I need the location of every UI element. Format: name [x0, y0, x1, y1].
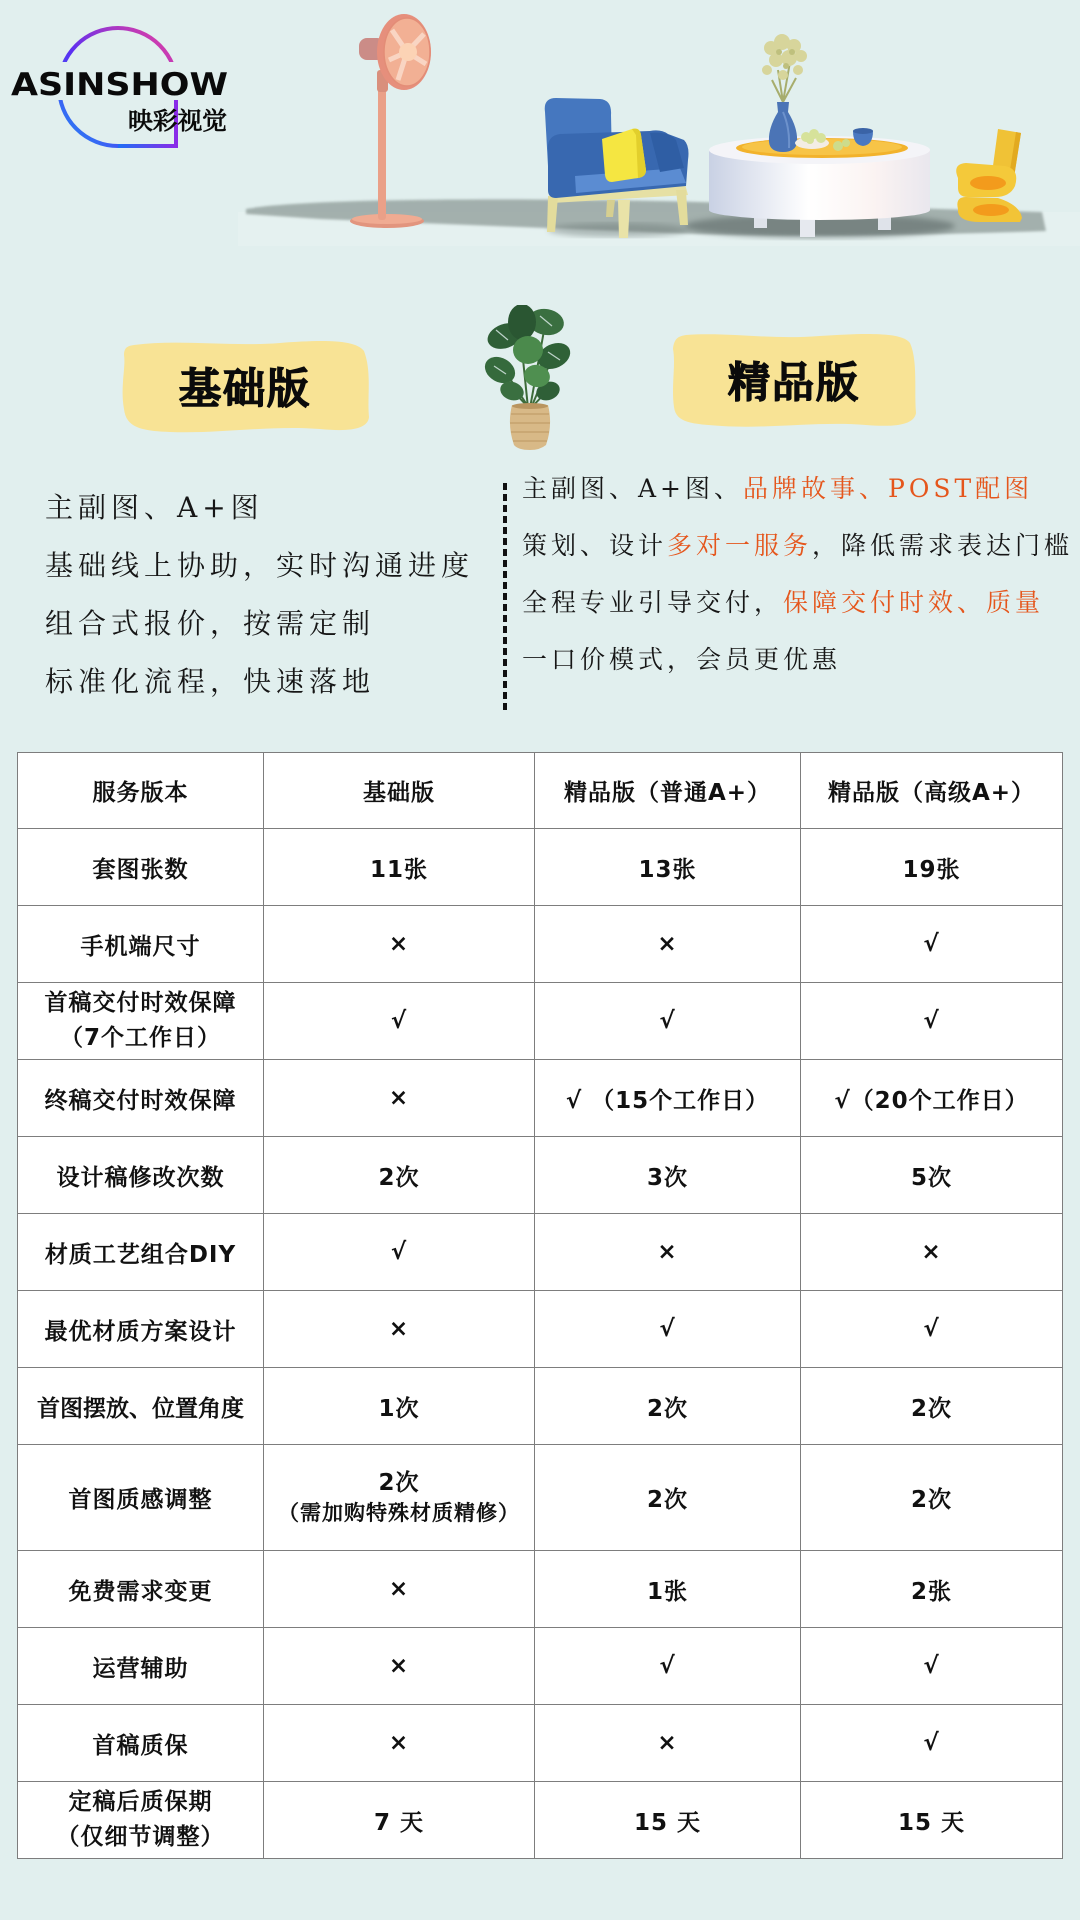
table-row: [18, 1060, 1063, 1137]
standard-cell: √: [535, 983, 801, 1060]
premium-feature-item: [522, 460, 1073, 517]
basic-feature-list: [45, 479, 474, 711]
feature-cell: 首稿质保: [18, 1705, 264, 1782]
feature-highlight-text: 品牌故事、POST配图: [743, 474, 1034, 503]
standard-cell: ×: [535, 1705, 801, 1782]
vase-flowers: [762, 34, 873, 152]
basic-cell: ×: [264, 1705, 535, 1782]
basic-feature-item: 主副图、A+图: [45, 491, 264, 524]
badge-premium-label: 精品版: [727, 358, 860, 407]
standard-cell: 15 天: [535, 1782, 801, 1859]
header-cell-premium-standard: 精品版（普通A+）: [535, 753, 801, 829]
advanced-cell: √: [801, 1705, 1063, 1782]
advanced-cell: √: [801, 906, 1063, 983]
feature-cell: 免费需求变更: [18, 1551, 264, 1628]
basic-cell: ×: [264, 1628, 535, 1705]
table-row: [18, 1782, 1063, 1859]
advanced-cell: 5次: [801, 1137, 1063, 1214]
advanced-cell: 15 天: [801, 1782, 1063, 1859]
standard-cell: √ （15个工作日）: [535, 1060, 801, 1137]
header-cell-premium-advanced: 精品版（高级A+）: [801, 753, 1063, 829]
table-row: [18, 1551, 1063, 1628]
table-row: [18, 829, 1063, 906]
basic-feature-item: 标准化流程，快速落地: [45, 665, 376, 698]
standard-cell: 2次: [535, 1445, 801, 1551]
table-row: [18, 1445, 1063, 1551]
plant-illustration: [470, 305, 585, 455]
comparison-table: [17, 752, 1063, 1859]
feature-highlight-text: 多对一服务: [667, 531, 813, 560]
table-row: [18, 1214, 1063, 1291]
premium-feature-item: [522, 631, 1073, 688]
header-cell-basic: 基础版: [264, 753, 535, 829]
premium-feature-list: [522, 460, 1073, 688]
standard-cell: √: [535, 1291, 801, 1368]
advanced-cell: ×: [801, 1214, 1063, 1291]
feature-text: 一口价模式，会员更优惠: [522, 645, 842, 674]
advanced-cell: 19张: [801, 829, 1063, 906]
logo-subtitle-text: 映彩视觉: [128, 107, 227, 135]
premium-feature-item: [522, 574, 1073, 631]
basic-cell: 11张: [264, 829, 535, 906]
basic-cell: [264, 1445, 535, 1551]
standard-cell: √: [535, 1628, 801, 1705]
feature-note: （7个工作日）: [59, 1025, 221, 1051]
basic-feature-item: 基础线上协助，实时沟通进度: [45, 549, 475, 582]
feature-label: 首稿交付时效保障: [44, 990, 237, 1016]
premium-feature-item: [522, 517, 1073, 574]
standard-cell: 13张: [535, 829, 801, 906]
badge-basic: [120, 337, 370, 434]
feature-cell: 套图张数: [18, 829, 264, 906]
fan-illustration: [350, 14, 431, 228]
advanced-cell: 2次: [801, 1368, 1063, 1445]
header-banner: [0, 0, 1080, 260]
table-header-row: [18, 753, 1063, 829]
wiggle-chair-illustration: [956, 129, 1022, 222]
table-row: [18, 1368, 1063, 1445]
basic-cell: 2次: [264, 1137, 535, 1214]
feature-text: 策划、设计: [522, 531, 668, 560]
feature-cell: 设计稿修改次数: [18, 1137, 264, 1214]
basic-value: 2次: [378, 1469, 420, 1496]
standard-cell: 3次: [535, 1137, 801, 1214]
standard-cell: ×: [535, 1214, 801, 1291]
table-row: [18, 1291, 1063, 1368]
advanced-cell: 2张: [801, 1551, 1063, 1628]
header-cell-service: 服务版本: [18, 753, 264, 829]
logo-brand-text: ASINSHOW: [11, 67, 229, 103]
feature-cell: [18, 983, 264, 1060]
standard-cell: ×: [535, 906, 801, 983]
feature-cell: 手机端尺寸: [18, 906, 264, 983]
table-row: [18, 906, 1063, 983]
feature-cell: 材质工艺组合DIY: [18, 1214, 264, 1291]
basic-cell: 7 天: [264, 1782, 535, 1859]
advanced-cell: √（20个工作日）: [801, 1060, 1063, 1137]
feature-label: 定稿后质保期: [68, 1789, 213, 1815]
table-row: [18, 1705, 1063, 1782]
basic-cell: ×: [264, 1291, 535, 1368]
feature-text: 主副图、A+图、: [522, 474, 744, 503]
feature-text: 全程专业引导交付，: [522, 588, 784, 617]
basic-feature-item: 组合式报价，按需定制: [45, 607, 376, 640]
feature-highlight-text: 保障交付时效、质量: [783, 588, 1045, 617]
standard-cell: 1张: [535, 1551, 801, 1628]
feature-cell: 终稿交付时效保障: [18, 1060, 264, 1137]
basic-cell: √: [264, 1214, 535, 1291]
advanced-cell: √: [801, 983, 1063, 1060]
table-row: [18, 1137, 1063, 1214]
advanced-cell: √: [801, 1291, 1063, 1368]
advanced-cell: √: [801, 1628, 1063, 1705]
basic-cell: ×: [264, 1060, 535, 1137]
badge-basic-label: 基础版: [178, 363, 311, 413]
brand-logo: [6, 28, 238, 146]
standard-cell: 2次: [535, 1368, 801, 1445]
basic-cell: 1次: [264, 1368, 535, 1445]
badge-premium: [670, 331, 918, 429]
feature-cell: 最优材质方案设计: [18, 1291, 264, 1368]
basic-cell: ×: [264, 906, 535, 983]
table-row: [18, 983, 1063, 1060]
basic-cell: ×: [264, 1551, 535, 1628]
feature-cell: [18, 1782, 264, 1859]
feature-cell: 运营辅助: [18, 1628, 264, 1705]
basic-value-note: （需加购特殊材质精修）: [278, 1500, 520, 1525]
feature-cell: 首图质感调整: [18, 1445, 264, 1551]
basic-cell: √: [264, 983, 535, 1060]
feature-text: ，降低需求表达门槛: [812, 531, 1074, 560]
advanced-cell: 2次: [801, 1445, 1063, 1551]
feature-note: （仅细节调整）: [56, 1824, 225, 1850]
dashed-divider: [503, 483, 507, 713]
table-row: [18, 1628, 1063, 1705]
feature-cell: 首图摆放、位置角度: [18, 1368, 264, 1445]
